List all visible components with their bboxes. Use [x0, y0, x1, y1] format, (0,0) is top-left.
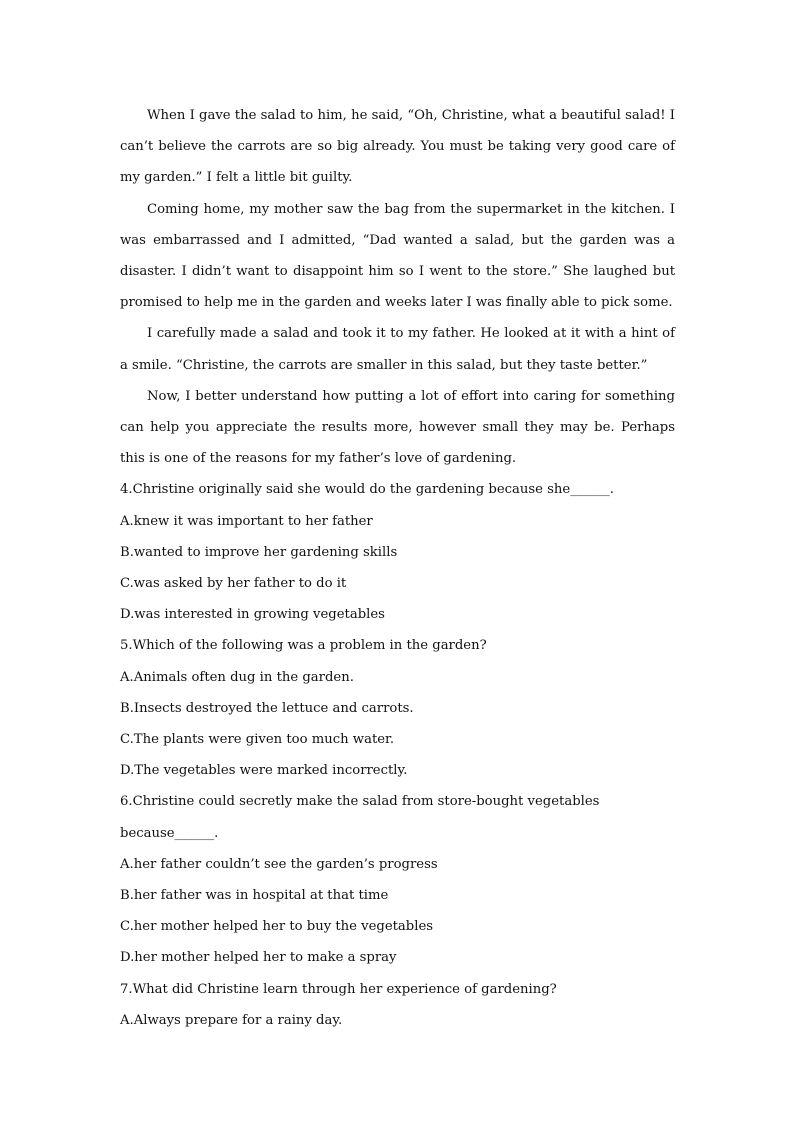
passage-paragraph: Now, I better understand how putting a lot of effort into caring for something can help you appreciate the results more, however small they may be. Perhaps this is one of the reasons for my father’s love of gardening. — [120, 388, 675, 467]
answer-option-a: A.knew it was important to her father — [120, 513, 373, 529]
question-stem-continued: because______. — [120, 825, 219, 841]
answer-option-b: B.Insects destroyed the lettuce and carrots. — [120, 700, 414, 716]
question-stem: 5.Which of the following was a problem in the garden? — [120, 638, 487, 654]
passage-paragraph: When I gave the salad to him, he said, “Oh, Christine, what a beautiful salad! I can’t believe the carrots are so big already. You must be taking very good care of my garden.” I felt a little bit guilty. — [120, 108, 675, 186]
answer-option-a: A.her father couldn’t see the garden’s progress — [120, 856, 438, 872]
question-stem: 6.Christine could secretly make the salad from store-bought vegetables — [120, 794, 600, 810]
answer-option-b: B.her father was in hospital at that time — [120, 888, 389, 904]
answer-option-d: D.The vegetables were marked incorrectly. — [120, 763, 408, 779]
page-content — [120, 100, 675, 1036]
answer-option-d: D.was interested in growing vegetables — [120, 607, 385, 623]
passage-paragraph: I carefully made a salad and took it to my father. He looked at it with a hint of a smile. “Christine, the carrots are smaller in this salad, but they taste better.” — [120, 326, 675, 373]
passage-paragraph: Coming home, my mother saw the bag from the supermarket in the kitchen. I was embarrassed and I admitted, “Dad wanted a salad, but the garden was a disaster. I didn’t want to disappoint him so I went to the store.” She laughed but promised to help me in the garden and weeks later I was finally able to pick some. — [120, 201, 675, 311]
reading-passage — [120, 100, 675, 474]
answer-option-c: C.The plants were given too much water. — [120, 732, 395, 748]
answer-option-c: C.was asked by her father to do it — [120, 576, 347, 592]
question-stem: 4.Christine originally said she would do the gardening because she______. — [120, 482, 614, 498]
question-list — [120, 474, 675, 1036]
question-4 — [120, 474, 675, 630]
answer-option-c: C.her mother helped her to buy the vegetables — [120, 919, 434, 935]
question-5 — [120, 630, 675, 786]
answer-option-a: A.Animals often dug in the garden. — [120, 669, 354, 685]
question-7 — [120, 974, 675, 1036]
question-6 — [120, 786, 675, 973]
question-stem: 7.What did Christine learn through her experience of gardening? — [120, 981, 557, 997]
answer-option-a: A.Always prepare for a rainy day. — [120, 1012, 343, 1028]
answer-option-b: B.wanted to improve her gardening skills — [120, 544, 398, 560]
answer-option-d: D.her mother helped her to make a spray — [120, 950, 397, 966]
